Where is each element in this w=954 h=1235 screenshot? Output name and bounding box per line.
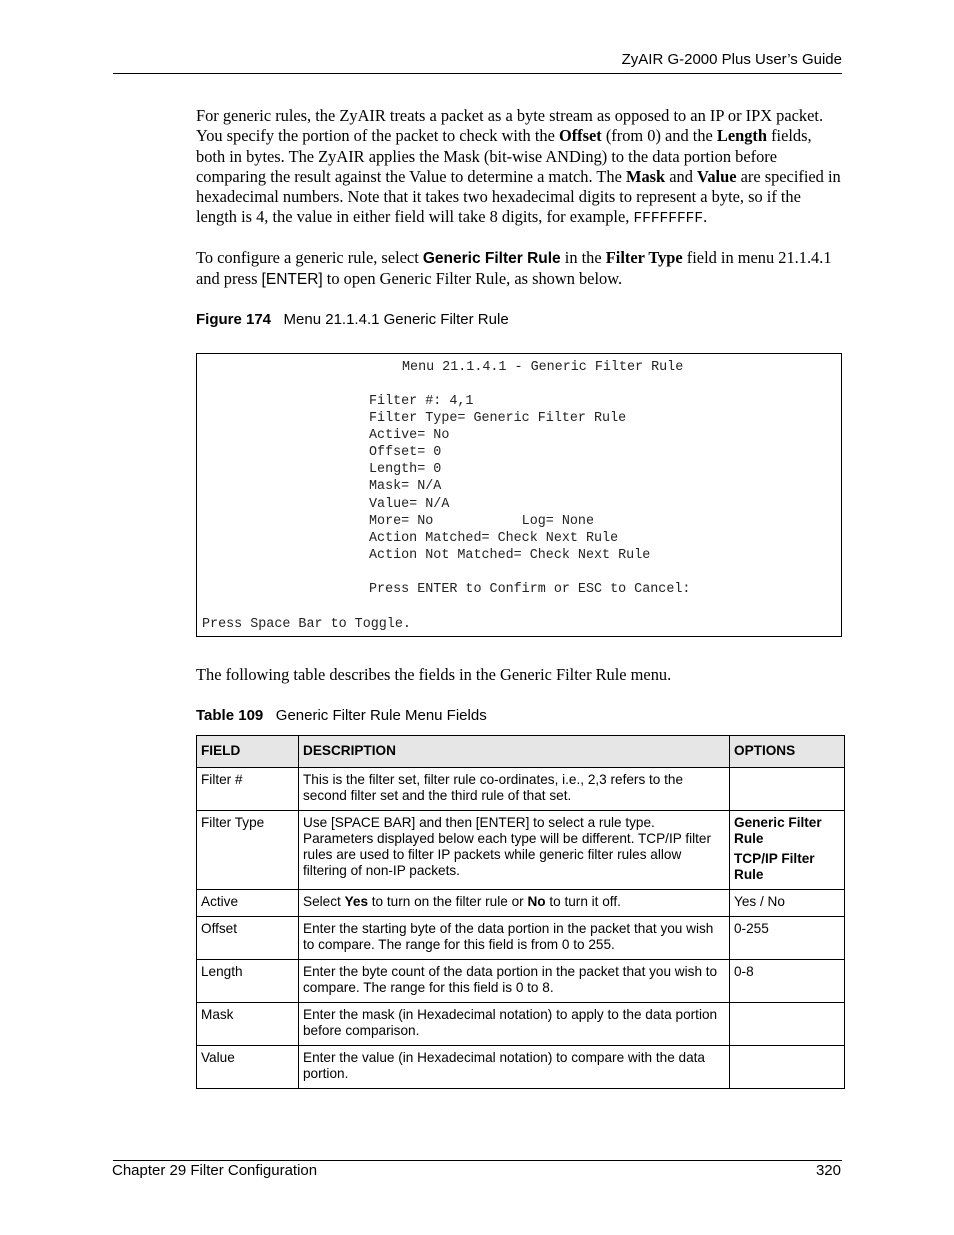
table-title: Generic Filter Rule Menu Fields <box>275 707 487 724</box>
text-run: fields, both in bytes. The ZyAIR applies the Mask (bit-wise ANDing) to the data portion before comparing the result against the Value to determine a match. The <box>196 126 812 186</box>
table-intro: The following table describes the fields in the Generic Filter Rule menu. <box>196 665 672 684</box>
term-value: Value <box>697 166 737 186</box>
term-generic-filter-rule: Generic Filter Rule <box>422 250 561 267</box>
text-run: to open Generic Filter Rule, as shown below. <box>322 269 623 289</box>
example-hex-value: FFFFFFFF <box>633 211 704 228</box>
cell-options <box>730 1046 845 1089</box>
text-run: For generic rules, the ZyAIR treats a packet as a byte stream as opposed to an IP or IPX packet. You specify the portion of the packet to check with the <box>196 106 824 146</box>
text-run: To configure a generic rule, select <box>196 248 423 267</box>
cell-description <box>299 960 730 1003</box>
cell-description <box>299 890 730 917</box>
term-length: Length <box>716 126 767 146</box>
cell-options: 0-8 <box>730 960 845 1003</box>
header-title: ZyAIR G-2000 Plus User’s Guide <box>621 51 842 68</box>
option-value: TCP/IP Filter Rule <box>734 851 815 882</box>
fields-table <box>196 735 845 1089</box>
cell-description <box>299 1046 730 1089</box>
table-row <box>197 917 845 960</box>
description-text: Use [SPACE BAR] and then [ENTER] to select a rule type. Parameters displayed below each type will be different. TCP/IP filter rules are used to filter IP packets while generic filter rules allow filtering of non-IP packets. <box>303 815 712 878</box>
footer-divider <box>113 1160 842 1161</box>
cell-options <box>730 811 845 890</box>
text-run: (from 0) and the <box>601 126 717 146</box>
table-row <box>197 811 845 890</box>
description-text: Enter the starting byte of the data portion in the packet that you wish to compare. The range for this field is from 0 to 255. <box>303 921 714 952</box>
console-prompt: Press ENTER to Confirm or ESC to Cancel: <box>369 582 691 597</box>
option-value: Generic Filter Rule <box>734 815 822 846</box>
table-caption <box>196 707 487 724</box>
console-field-list: Filter #: 4,1 Filter Type= Generic Filter Rule Active= No Offset= 0 Length= 0 Mask= N/A Value= N/A More= No Log= None Action Matched= Check Next Rule Action Not Matched= Check Next Rule <box>369 394 651 563</box>
cell-field: Length <box>197 960 299 1003</box>
table-row <box>197 768 845 811</box>
cell-description <box>299 917 730 960</box>
text-run: in the <box>560 248 606 267</box>
cell-field: Filter Type <box>197 811 299 890</box>
console-menu-title: Menu 21.1.4.1 - Generic Filter Rule <box>402 360 684 375</box>
cell-description <box>299 1003 730 1046</box>
intro-paragraph-2 <box>196 248 844 291</box>
table-row <box>197 890 845 917</box>
table-row <box>197 1046 845 1089</box>
table-label: Table 109 <box>196 707 264 724</box>
description-text: to turn it off. <box>545 894 621 909</box>
text-run: and <box>665 166 698 186</box>
description-keyword: Yes <box>344 894 368 909</box>
footer-chapter: Chapter 29 Filter Configuration <box>112 1162 318 1179</box>
table-row <box>197 1003 845 1046</box>
text-run: field in menu 21.1.4.1 and press <box>196 248 832 289</box>
description-text: Enter the byte count of the data portion in the packet that you wish to compare. The range for this field is 0 to 8. <box>303 964 718 995</box>
console-screen <box>196 353 842 637</box>
cell-options: 0-255 <box>730 917 845 960</box>
cell-description <box>299 768 730 811</box>
term-filter-type: Filter Type <box>605 248 683 267</box>
term-mask: Mask <box>625 166 666 186</box>
header-options: OPTIONS <box>730 736 845 768</box>
text-run: are specified in hexadecimal numbers. Note that it takes two hexadecimal digits to represent a byte, so if the length is 4, the value in either field will take 8 digits, for example, <box>196 166 841 227</box>
term-offset: Offset <box>558 126 602 146</box>
cell-options: Yes / No <box>730 890 845 917</box>
header-description: DESCRIPTION <box>299 736 730 768</box>
figure-label: Figure 174 <box>196 311 272 328</box>
cell-options <box>730 768 845 811</box>
description-text: to turn on the filter rule or <box>368 894 528 909</box>
description-keyword: No <box>527 894 546 909</box>
cell-options <box>730 1003 845 1046</box>
description-text: Select <box>303 894 345 909</box>
description-text: This is the filter set, filter rule co-ordinates, i.e., 2,3 refers to the second filter set and the third rule of that set. <box>303 772 684 803</box>
table-row <box>197 960 845 1003</box>
cell-field: Mask <box>197 1003 299 1046</box>
key-enter: [ENTER] <box>261 271 323 289</box>
cell-field: Filter # <box>197 768 299 811</box>
text-run: . <box>703 207 708 227</box>
description-text: Enter the mask (in Hexadecimal notation) to apply to the data portion before comparison. <box>303 1007 718 1038</box>
figure-title: Menu 21.1.4.1 Generic Filter Rule <box>283 311 509 328</box>
table-header-row <box>197 736 845 768</box>
header-field: FIELD <box>197 736 299 768</box>
cell-description <box>299 811 730 890</box>
cell-field: Value <box>197 1046 299 1089</box>
header-divider <box>113 73 842 74</box>
cell-field: Active <box>197 890 299 917</box>
page-number: 320 <box>815 1162 841 1179</box>
console-hint: Press Space Bar to Toggle. <box>202 617 411 632</box>
description-text: Enter the value (in Hexadecimal notation) to compare with the data portion. <box>303 1050 705 1081</box>
intro-paragraph-1 <box>196 106 844 230</box>
figure-caption <box>196 311 509 328</box>
cell-field: Offset <box>197 917 299 960</box>
